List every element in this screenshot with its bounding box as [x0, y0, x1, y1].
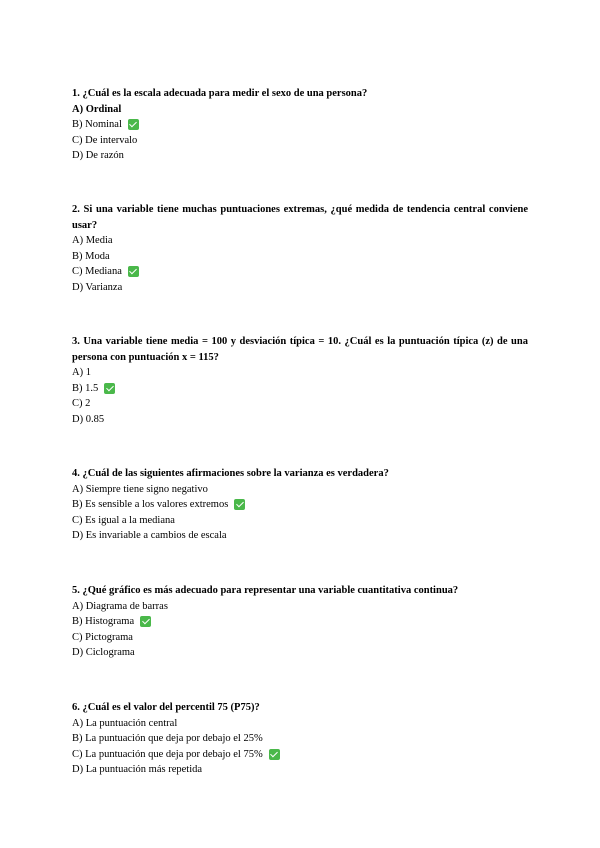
option-b: B) Nominal [72, 117, 528, 133]
question-title: 2. Si una variable tiene muchas puntuaciones extremas, ¿qué medida de tendencia central conviene usar? [72, 204, 528, 231]
check-icon [234, 499, 245, 510]
option-a: A) Media [72, 235, 113, 246]
option-d: D) De razón [72, 150, 124, 161]
option-c: C) Mediana [72, 264, 528, 280]
check-icon [104, 383, 115, 394]
option-d: D) Es invariable a cambios de escala [72, 530, 227, 541]
option-b: B) La puntuación que deja por debajo el 25% [72, 733, 263, 744]
option-d: D) Varianza [72, 281, 123, 293]
option-b: B) Es sensible a los valores extremos [72, 497, 528, 513]
option-c: C) Es igual a la mediana [72, 514, 175, 526]
option-d: D) Ciclograma [72, 647, 135, 658]
option-a: A) La puntuación central [72, 717, 178, 729]
option-a: A) Siempre tiene signo negativo [72, 483, 208, 495]
question-title: 1. ¿Cuál es la escala adecuada para medir el sexo de una persona? [72, 88, 368, 99]
question-4 [72, 466, 528, 544]
question-3 [72, 334, 528, 427]
option-c: C) La puntuación que deja por debajo el 75% [72, 747, 528, 763]
option-b: B) Moda [72, 250, 110, 262]
option-a: A) 1 [72, 367, 91, 378]
check-icon [269, 749, 280, 760]
option-a: A) Ordinal [72, 103, 122, 115]
check-icon [128, 119, 139, 130]
option-d: D) La puntuación más repetida [72, 764, 203, 775]
question-5 [72, 583, 528, 661]
question-1 [72, 86, 528, 164]
option-b: B) Histograma [72, 614, 528, 630]
option-c: C) 2 [72, 398, 91, 409]
check-icon [140, 616, 151, 627]
question-title: 5. ¿Qué gráfico es más adecuado para representar una variable cuantitativa continua? [72, 585, 459, 596]
question-2 [72, 202, 528, 295]
option-c: C) Pictograma [72, 631, 133, 643]
option-d: D) 0.85 [72, 413, 105, 425]
option-b: B) 1.5 [72, 381, 528, 397]
check-icon [128, 266, 139, 277]
question-title: 4. ¿Cuál de las siguientes afirmaciones sobre la varianza es verdadera? [72, 468, 389, 479]
question-title: 6. ¿Cuál es el valor del percentil 75 (P75)? [72, 702, 260, 713]
option-a: A) Diagrama de barras [72, 600, 168, 612]
option-c: C) De intervalo [72, 134, 138, 146]
question-6 [72, 700, 528, 778]
question-title: 3. Una variable tiene media = 100 y desviación típica = 10. ¿Cuál es la puntuación típica (z) de una persona con puntuación x = 115? [72, 336, 528, 363]
